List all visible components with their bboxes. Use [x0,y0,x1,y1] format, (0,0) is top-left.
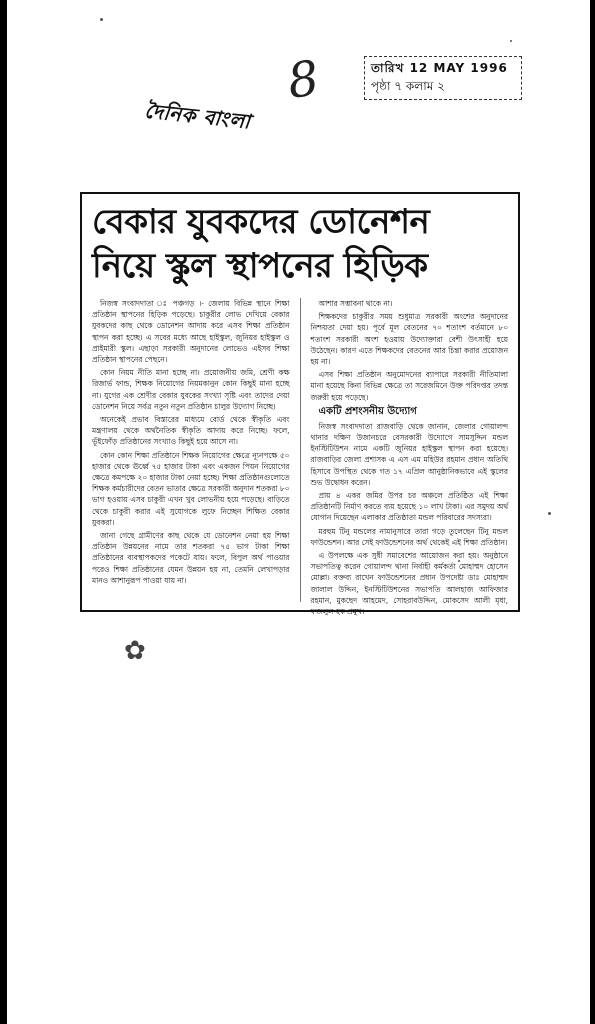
article-paragraph: কোন কোন শিক্ষা প্রতিষ্ঠানে শিক্ষক নিয়োগের ক্ষেত্রে ন্যূনপক্ষে ৫০ হাজার থেকে ঊর্ধ্বে ৭৫ হাজার টাকা এবং একজন পিয়ন নিয়োগের ক্ষেত্রে কমপক্ষে ২০ হাজার টাকা নেয়া হচ্ছে। শিক্ষা প্রতিষ্ঠানগুলোতে শিক্ষক কর্মচারীদের বেতন ভাতার ক্ষেত্রে সরকারী অনুদান শতকরা ৮০ ভাগ হওয়ায় এসব চাকুরী এখন খুব লোভনীয় হয়ে পড়েছে। বাড়িতে থেকে চাকুরী করার এই সুযোগকে লুফে নিচ্ছেন শিক্ষিত বেকার যুবকরা। [92,450,290,527]
scan-speck [100,18,103,21]
article-column-1 [92,298,290,602]
article-paragraph: আশার সম্ভাবনা থাকে না। [318,299,393,308]
handwritten-number: 8 [284,50,323,110]
subheading: একটি প্রশংসনীয় উদ্যোগ [318,405,417,417]
scan-speck [548,512,551,515]
left-scan-edge [0,0,7,1024]
article-columns [92,298,508,617]
headline-line-1: বেকার যুবকদের ডোনেশন [92,202,430,242]
date-stamp [364,56,522,100]
stamp-page-line: পৃষ্ঠা ৭ কলাম ২ [371,79,445,93]
article-paragraph: কোন নিয়ম নীতি মানা হচ্ছে না। প্রয়োজনীয় জমি, শ্রেণী কক্ষ রিজার্ভ ফান্ড, শিক্ষক নিয়োগের নিয়মকানুন কোন কিছুই মানা হচ্ছে না। যুগের এক শ্রেণীর বেকার যুবকের সংখ্যা সৃষ্টি এবং তাদের দেয়া ডোনেশন নিয়ে সর্বত্র নতুন নতুন প্রতিষ্ঠান চালুর উদ্যোগ নিচ্ছে। [92,368,290,411]
article-paragraph: অনেকেই প্রভাব বিস্তারের মাধ্যমে বোর্ড থেকে স্বীকৃতি এবং মন্ত্রণালয় থেকে অর্থনৈতিক স্বীকৃতি আদায় করে নিচ্ছে। ফলে, ভূঁইফোঁড় প্রতিষ্ঠানের সংখ্যাও কিছুই হয়ে আসে না। [92,415,290,447]
newspaper-name: দৈনিক বাংলা [143,98,252,134]
column-divider [300,298,301,602]
scan-speck [458,560,460,562]
article-paragraph: প্রায় ৪ একর জমির উপর চর অঞ্চলে প্রতিষ্ঠিত এই শিক্ষা প্রতিষ্ঠানটি নির্মাণ করতে ব্যয় হয়েছে ১০ লাখ টাকা। এর সমুদয় অর্থ যোগান দিয়েছেন এলাকার প্রতিষ্ঠাতা মন্ডল পরিবারের সদস্যরা। [310,491,508,523]
article-paragraph: এ উপলক্ষে এক সুধী সমাবেশের আয়োজন করা হয়। অনুষ্ঠানে সভাপতিত্ব করেন গোয়ালন্দ থানা নির্বাহী কর্মকর্তা মোহাম্মদ হোসেন মোল্লা। বক্তব্য রাখেন ফাউন্ডেশনের প্রধান উপদেষ্টা ডাঃ মোহাম্মদ জালাল উদ্দিন, ইনস্টিটিউশনের সভাপতি আলহাজ আফিজার রহমান, মুকছেদ আহমেদ, সোহরাবউদ্দিন, মোকসেদ আলী মৃধা, ফজলুল হক প্রমুখ। [310,551,508,617]
ink-smudge-icon: ✿ [124,636,146,666]
article-paragraph: শিক্ষকদের চাকুরীর সময় শুধুমাত্র সরকারী অংশের অনুদানের নিশ্চয়তা দেয়া হয়। পূর্বে মূল বেতনের ৭০ শতাংশ বর্তমানে ৮০ শতাংশ সরকারী অংশ হওয়ায় উদ্যোক্তারা বেশী উৎসাহী হয়ে উঠেছেন। কারণ এতে শিক্ষকদের বেতনের আর চিন্তা করার প্রয়োজন হয় না। [310,312,508,367]
article-paragraph: জানা গেছে গ্রামীণের কাছ থেকে যে ডোনেশন নেয়া হয় শিক্ষা প্রতিষ্ঠান উন্নয়নের নামে তার শতকরা ৭৫ ভাগ টাকা শিক্ষা প্রতিষ্ঠানের ব্যবস্থাপকদের পকেটে যায়। ফলে, বিপুল অর্থ পাওয়ার পরেও শিক্ষা প্রতিষ্ঠানের যেমন উন্নয়ন হয় না, তেমনি লেখাপড়ার মানও আশানুরূপ পাওয়া যায় না। [92,531,290,585]
scan-speck [510,40,512,42]
article-paragraph: নিজস্ব সংবাদদাতা ঃ পঞ্চগড় ।- জেলায় বিভিন্ন স্থানে শিক্ষা প্রতিষ্ঠান স্থাপনের হিড়িক পড়েছে। চাকুরীর লোভ দেখিয়ে বেকার যুবকদের কাছ থেকে ডোনেশন আদায় করে এসব শিক্ষা প্রতিষ্ঠান স্থাপন করা হচ্ছে। এ সবের মধ্যে আছে হাইস্কুল, জুনিয়র হাইস্কুল ও প্রাইমারী স্কুল। এছাড়া সরকারী অনুদানের লোভেও এইসব শিক্ষা প্রতিষ্ঠান স্থাপনের পেছনে। [92,299,290,365]
right-scan-edge [590,0,595,1024]
article-paragraph: এসব শিক্ষা প্রতিষ্ঠান অনুমোদনের ব্যাপারে সরকারী নীতিমালা মানা হয়েছে কিনা বিভিন্ন ক্ষেত্রে তা সরেজমিনে উক্ত পরিদপ্তর তদন্ত জরুরী হয়ে পড়েছে। [310,370,508,402]
headline-line-2: নিয়ে স্কুল স্থাপনের হিড়িক [92,246,428,286]
stamp-date-line: তারিখ 12 MAY 1996 [371,61,508,75]
article-paragraph: মরহুম টিনু মন্ডলের নামানুসারে তারা গড়ে তুলেছেন টিনু মন্ডল ফাউন্ডেশন। আর সেই ফাউন্ডেশনের অর্থ থেকেই এই শিক্ষা প্রতিষ্ঠান। [310,526,508,547]
article-paragraph: নিজস্ব সংবাদদাতা রাজবাড়ি থেকে জানান, জেলার গোয়ালন্দ থানার দক্ষিণ উজানচরে বেসরকারী উদ্যোগে সামসুদ্দিন মন্ডল ইনস্টিটিউশন নামে একটি জুনিয়র হাইস্কুল স্থাপন করা হয়েছে। রাজবাড়ির জেলা প্রশাসক এ এস এম মহিউর রহমান প্রধান অতিথি হিসাবে উপস্থিত থেকে গত ১৭ এপ্রিল আনুষ্ঠানিকভাবে এই স্কুলের শুভ উদ্বোধন করেন। [310,421,508,487]
headline [82,194,518,288]
article-column-2 [310,298,509,617]
news-clipping [80,192,520,617]
